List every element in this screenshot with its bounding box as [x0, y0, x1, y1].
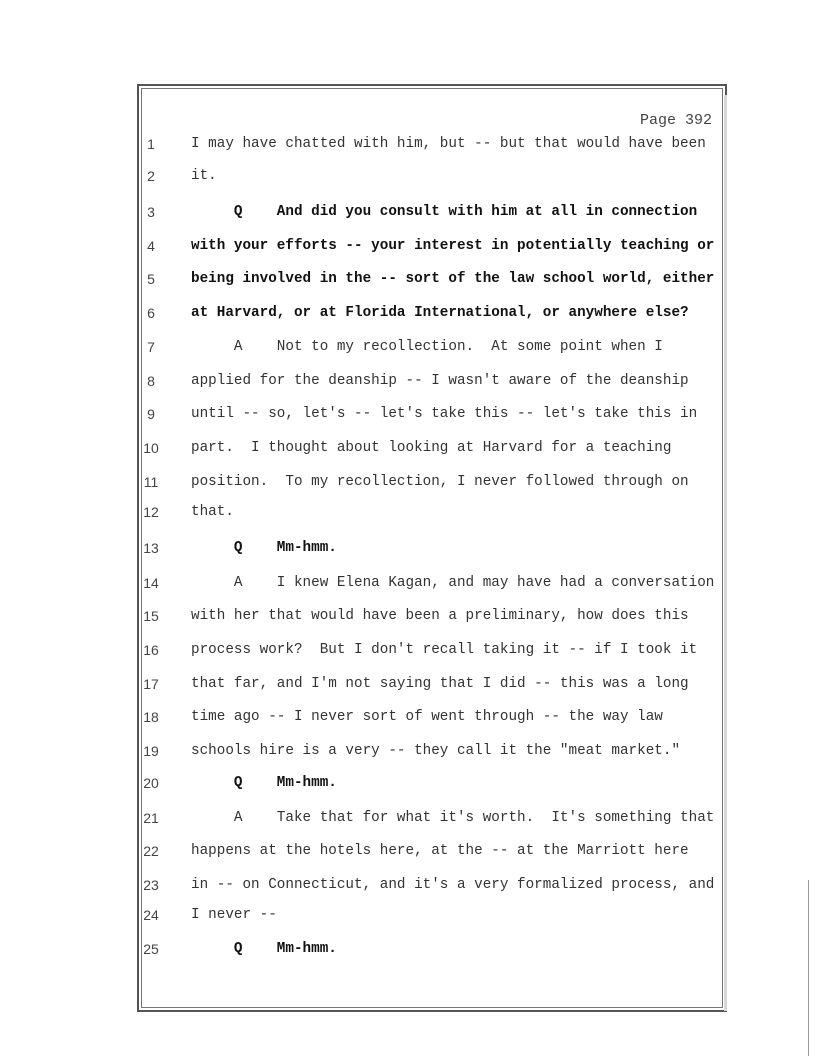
line-text: until -- so, let's -- let's take this -- let's take this in [191, 406, 698, 422]
transcript-line [0, 271, 816, 291]
line-text: at Harvard, or at Florida International, or anywhere else? [191, 305, 689, 321]
line-text: in -- on Connecticut, and it's a very formalized process, and [191, 877, 715, 893]
line-text: Q And did you consult with him at all in connection [191, 204, 698, 220]
line-number: 19 [143, 743, 159, 759]
line-number: 8 [147, 373, 155, 389]
line-text: time ago -- I never sort of went through -- the way law [191, 709, 663, 725]
line-number: 6 [147, 305, 155, 321]
line-number: 11 [143, 474, 159, 490]
line-number: 5 [147, 271, 155, 287]
line-number: 16 [143, 642, 159, 658]
line-text: Q Mm-hmm. [191, 540, 337, 556]
line-number: 2 [147, 168, 155, 184]
line-number: 3 [147, 204, 155, 220]
line-text: I may have chatted with him, but -- but that would have been [191, 136, 706, 152]
line-text: I never -- [191, 907, 277, 923]
transcript-line [0, 709, 816, 729]
line-text: part. I thought about looking at Harvard for a teaching [191, 440, 672, 456]
line-text: with your efforts -- your interest in potentially teaching or [191, 238, 715, 254]
line-number: 9 [147, 406, 155, 422]
transcript-line [0, 373, 816, 393]
line-number: 23 [143, 877, 159, 893]
transcript-line [0, 676, 816, 696]
line-text: that far, and I'm not saying that I did -- this was a long [191, 676, 689, 692]
line-text: applied for the deanship -- I wasn't aware of the deanship [191, 373, 689, 389]
line-number: 4 [147, 238, 155, 254]
transcript-line [0, 168, 816, 188]
transcript-line [0, 540, 816, 560]
line-text: position. To my recollection, I never followed through on [191, 474, 689, 490]
line-text: schools hire is a very -- they call it the "meat market." [191, 743, 681, 759]
line-text: that. [191, 504, 234, 520]
line-text: it. [191, 168, 217, 184]
transcript-line [0, 941, 816, 961]
transcript-line [0, 204, 816, 224]
transcript-line [0, 575, 816, 595]
transcript-line [0, 907, 816, 927]
line-number: 15 [143, 608, 159, 624]
transcript-line [0, 608, 816, 628]
transcript-line [0, 305, 816, 325]
line-text: with her that would have been a preliminary, how does this [191, 608, 689, 624]
line-number: 12 [143, 504, 159, 520]
page-number: Page 392 [639, 112, 712, 129]
line-text: Q Mm-hmm. [191, 941, 337, 957]
transcript-line [0, 843, 816, 863]
transcript-line [0, 810, 816, 830]
line-text: Q Mm-hmm. [191, 775, 337, 791]
transcript-line [0, 474, 816, 494]
line-text: A Not to my recollection. At some point when I [191, 339, 663, 355]
line-text: process work? But I don't recall taking it -- if I took it [191, 642, 698, 658]
transcript-line [0, 504, 816, 524]
line-number: 18 [143, 709, 159, 725]
line-number: 17 [143, 676, 159, 692]
transcript-line [0, 642, 816, 662]
transcript-line [0, 406, 816, 426]
line-number: 21 [143, 810, 159, 826]
transcript-line [0, 339, 816, 359]
line-text: happens at the hotels here, at the -- at the Marriott here [191, 843, 689, 859]
line-number: 22 [143, 843, 159, 859]
transcript-line [0, 440, 816, 460]
line-text: A I knew Elena Kagan, and may have had a conversation [191, 575, 715, 591]
line-number: 7 [147, 339, 155, 355]
line-number: 10 [143, 440, 159, 456]
line-number: 25 [143, 941, 159, 957]
line-text: A Take that for what it's worth. It's something that [191, 810, 715, 826]
line-number: 1 [147, 136, 155, 152]
transcript-line [0, 136, 816, 156]
transcript-line [0, 238, 816, 258]
line-number: 13 [143, 540, 159, 556]
transcript-line [0, 743, 816, 763]
transcript-line [0, 877, 816, 897]
line-number: 24 [143, 907, 159, 923]
transcript-line [0, 775, 816, 795]
line-text: being involved in the -- sort of the law school world, either [191, 271, 715, 287]
line-number: 20 [143, 775, 159, 791]
line-number: 14 [143, 575, 159, 591]
